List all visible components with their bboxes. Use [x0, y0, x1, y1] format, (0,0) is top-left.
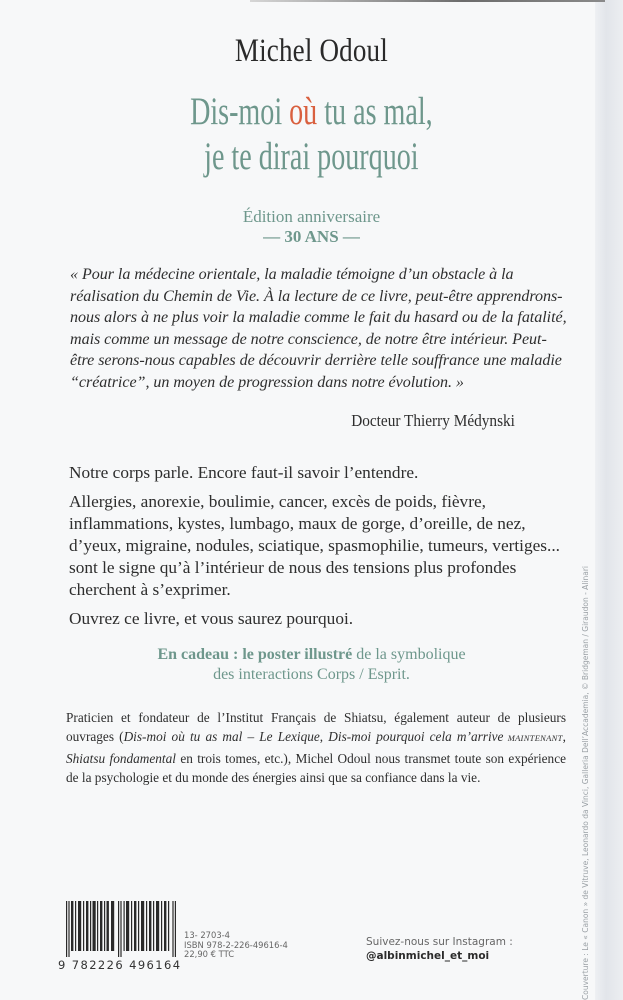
edition-block: [0, 207, 623, 247]
social-follow: [366, 936, 513, 963]
gift-bold-lead: En cadeau : le poster illustré: [157, 646, 353, 663]
bio-separator: ,: [319, 729, 329, 745]
publisher-code: 13- 2703-4: [184, 930, 231, 940]
title-text: Dis-moi: [190, 90, 290, 133]
social-label: Suivez-nous sur Instagram :: [366, 936, 513, 948]
isbn-barcode: [58, 901, 182, 973]
isbn: ISBN 978-2-226-49616-4: [184, 939, 288, 950]
publication-info: [184, 931, 288, 960]
blurb: [69, 462, 569, 637]
book-title-line-2: je te dirai pourquoi: [204, 135, 419, 178]
bio-text: Praticien et fondateur de l’Institut Français de Shiatsu, également auteur de plusieurs ouvrages (: [66, 710, 566, 745]
bio-book-title-smallcaps: MAINTENANT: [503, 733, 563, 744]
blurb-paragraph: Allergies, anorexie, boulimie, cancer, excès de poids, fièvre, inflammations, kystes, lumbago, maux de gorge, d’oreille, de nez, d’yeux, migraine, nodules, sciatique, spasmophilie, tumeurs, vertiges... sont le signe qu’à l’intérieur de nous des tensions plus profondes cherchent à s’exprimer.: [69, 492, 560, 599]
bio-text: en trois tomes, etc.), Michel Odoul nous transmet toute son expérience de la psychologie et du monde des énergies ainsi que sa confiance dans la vie.: [66, 750, 566, 786]
bio-book-title: Shiatsu fondamental: [66, 750, 176, 766]
gift-notice: [0, 645, 623, 685]
book-top-edge: [250, 0, 605, 2]
title-text: tu as mal,: [317, 90, 433, 133]
gift-line-1: [0, 645, 623, 665]
gift-line-2: des interactions Corps / Esprit.: [213, 666, 410, 683]
blurb-paragraph: Notre corps parle. Encore faut-il savoir l’entendre.: [69, 463, 419, 482]
gift-rest: de la symbolique: [352, 646, 466, 663]
endorsement-quote: [70, 264, 570, 393]
blurb-paragraph: Ouvrez ce livre, et vous saurez pourquoi.: [69, 609, 354, 628]
edition-years: — 30 ANS —: [263, 227, 360, 246]
author-name: Michel Odoul: [234, 33, 388, 69]
book-spine-edge: [595, 0, 623, 1000]
bio-book-title: Dis-moi pourquoi cela m’arrive: [328, 729, 504, 745]
bio-book-title: Dis-moi où tu as mal – Le Lexique: [123, 729, 320, 745]
author-bio: [66, 708, 566, 788]
quote-text: « Pour la médecine orientale, la maladie témoigne d’un obstacle à la réalisation du Chemin de Vie. À la lecture de ce livre, peut-être apprendrons-nous alors à ne plus voir la maladie comme le fait du hasard ou de la fatalité, mais comme un message de notre conscience, de notre être intérieur. Peut-être serons-nous capables de découvrir derrière telle souffrance une maladie “créatrice”, un moyen de progression dans notre évolution. »: [70, 266, 567, 391]
barcode-digits: 9 782226 496164: [58, 958, 182, 972]
title-accent-word: où: [289, 90, 318, 133]
barcode-icon: [66, 901, 176, 957]
quote-attribution: Docteur Thierry Médynski: [351, 411, 515, 430]
price: 22,90 € TTC: [184, 949, 235, 959]
cover-credit: Couverture : Le « Canon » de Vitruve, Leonardo da Vinci, Galleria Dell’Accademia, © Bridgeman / Giraudon - Alinari: [581, 565, 590, 1000]
instagram-handle: @albinmichel_et_moi: [366, 949, 490, 962]
bio-separator: ,: [562, 729, 566, 745]
edition-label: Édition anniversaire: [242, 207, 381, 226]
book-title-line-1: [87, 92, 536, 131]
